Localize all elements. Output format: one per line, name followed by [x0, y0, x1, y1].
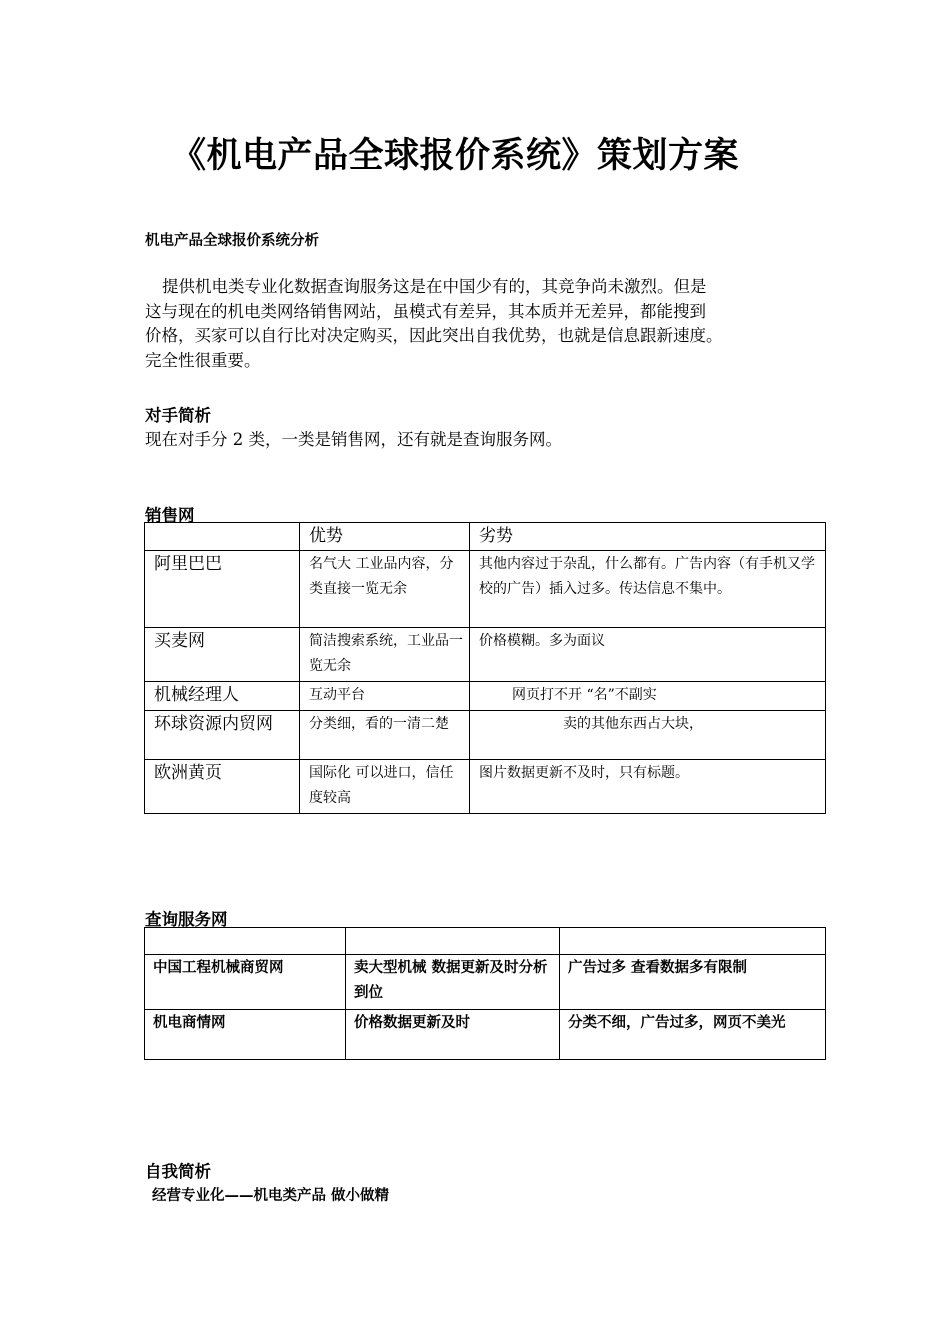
table-header-row [145, 523, 826, 551]
analysis-heading: 机电产品全球报价系统分析 [145, 232, 319, 249]
site-name: 中国工程机械商贸网 [145, 955, 346, 1010]
self-heading: 自我简析 [145, 1162, 211, 1181]
site-name: 阿里巴巴 [145, 551, 300, 628]
site-name: 机电商情网 [145, 1010, 346, 1060]
competitor-heading: 对手简析 [145, 406, 211, 425]
site-pros: 卖大型机械 数据更新及时分析到位 [346, 955, 560, 1010]
site-cons: 其他内容过于杂乱，什么都有。广告内容（有手机又学校的广告）插入过多。传达信息不集中。 [470, 551, 826, 628]
table-row [145, 628, 826, 682]
header-cell [346, 928, 560, 955]
self-text: 经营专业化——机电类产品 做小做精 [152, 1188, 390, 1204]
sales-heading: 销售网 [145, 506, 195, 525]
site-cons: 图片数据更新不及时，只有标题。 [470, 760, 826, 814]
site-cons: 广告过多 查看数据多有限制 [560, 955, 826, 1010]
intro-line: 价格，买家可以自行比对决定购买，因此突出自我优势，也就是信息跟新速度。 [145, 326, 723, 345]
header-cell-cons: 劣势 [470, 523, 826, 551]
sales-table [144, 522, 826, 814]
site-cons: 分类不细，广告过多，网页不美光 [560, 1010, 826, 1060]
table-row [145, 760, 826, 814]
intro-line: 这与现在的机电类网络销售网站，虽模式有差异，其本质并无差异，都能搜到 [145, 301, 706, 321]
header-cell [145, 928, 346, 955]
page-title: 《机电产品全球报价系统》策划方案 [170, 135, 739, 176]
table-header-row [145, 928, 826, 955]
site-pros: 简洁搜索系统，工业品一览无余 [300, 628, 470, 682]
site-cons: 价格模糊。多为面议 [470, 628, 826, 682]
intro-paragraph [145, 275, 825, 373]
query-heading: 查询服务网 [145, 910, 228, 929]
query-table [144, 927, 826, 1060]
site-name: 机械经理人 [145, 682, 300, 711]
site-pros: 国际化 可以进口，信任度较高 [300, 760, 470, 814]
table-row [145, 551, 826, 628]
table-row [145, 711, 826, 760]
site-pros: 价格数据更新及时 [346, 1010, 560, 1060]
site-name: 环球资源内贸网 [145, 711, 300, 760]
table-row [145, 682, 826, 711]
header-cell [145, 523, 300, 551]
intro-line: 提供机电类专业化数据查询服务这是在中国少有的，其竞争尚未激烈。但是 [162, 277, 707, 296]
competitor-text: 现在对手分 2 类，一类是销售网，还有就是查询服务网。 [145, 430, 562, 449]
table-row [145, 955, 826, 1010]
header-cell-pros: 优势 [300, 523, 470, 551]
site-name: 买麦网 [145, 628, 300, 682]
site-cons: 卖的其他东西占大块， [470, 711, 826, 760]
intro-line: 完全性很重要。 [145, 350, 261, 370]
header-cell [560, 928, 826, 955]
site-cons: 网页打不开 “名”不副实 [470, 682, 826, 711]
table-row [145, 1010, 826, 1060]
site-pros: 分类细，看的一清二楚 [300, 711, 470, 760]
site-name: 欧洲黄页 [145, 760, 300, 814]
site-pros: 互动平台 [300, 682, 470, 711]
site-pros: 名气大 工业品内容，分类直接一览无余 [300, 551, 470, 628]
